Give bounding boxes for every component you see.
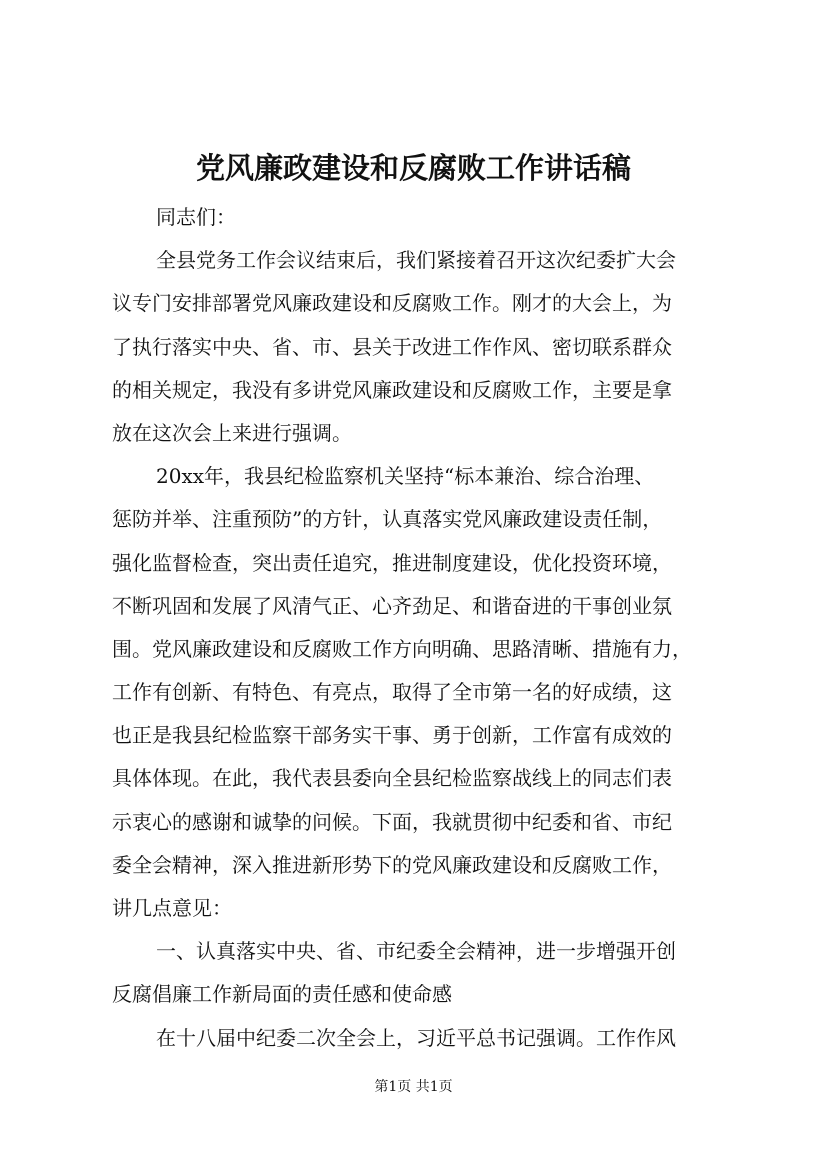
paragraph-line: 议专门安排部署党风廉政建设和反腐败工作。刚才的大会上，为: [112, 291, 672, 316]
paragraph-line: 全县党务工作会议结束后，我们紧接着召开这次纪委扩大会: [156, 248, 676, 273]
paragraph-line: 委全会精神，深入推进新形势下的党风廉政建设和反腐败工作，: [112, 852, 672, 877]
paragraph-line: 的相关规定，我没有多讲党风廉政建设和反腐败工作，主要是拿: [112, 377, 672, 402]
document-body: [112, 196, 737, 1060]
section-heading-line: 一、认真落实中央、省、市纪委全会精神，进一步增强开创: [156, 939, 676, 964]
paragraph-line: 工作有创新、有特色、有亮点，取得了全市第一名的好成绩，这: [112, 680, 672, 705]
paragraph-line: 在十八届中纪委二次全会上，习近平总书记强调。工作作风: [156, 1025, 676, 1050]
paragraph-line: 也正是我县纪检监察干部务实干事、勇于创新，工作富有成效的: [112, 723, 672, 748]
paragraph-line: 惩防并举、注重预防”的方针，认真落实党风廉政建设责任制，: [112, 507, 663, 532]
paragraph-line: 围。党风廉政建设和反腐败工作方向明确、思路清晰、措施有力，: [112, 636, 692, 661]
paragraph-line: 强化监督检查，突出责任追究，推进制度建设，优化投资环境，: [112, 550, 672, 575]
document-title: 党风廉政建设和反腐败工作讲话稿: [195, 151, 631, 185]
paragraph-line: 讲几点意见：: [112, 896, 232, 920]
paragraph-line: 放在这次会上来进行强调。: [112, 420, 352, 445]
paragraph-line: 20xx年，我县纪检监察机关坚持“标本兼治、综合治理、: [156, 464, 655, 489]
section-heading-line: 反腐倡廉工作新局面的责任感和使命感: [112, 982, 452, 1007]
paragraph-line: 了执行落实中央、省、市、县关于改进工作作风、密切联系群众: [112, 334, 672, 359]
paragraph-line: 不断巩固和发展了风清气正、心齐劲足、和谐奋进的干事创业氛: [112, 593, 672, 618]
salutation-line: 同志们：: [156, 205, 236, 229]
paragraph-line: 示衷心的感谢和诚挚的问候。下面，我就贯彻中纪委和省、市纪: [112, 809, 672, 834]
paragraph-line: 具体体现。在此，我代表县委向全县纪检监察战线上的同志们表: [112, 766, 672, 791]
page-number-footer: 第1页 共1页: [374, 1079, 453, 1095]
